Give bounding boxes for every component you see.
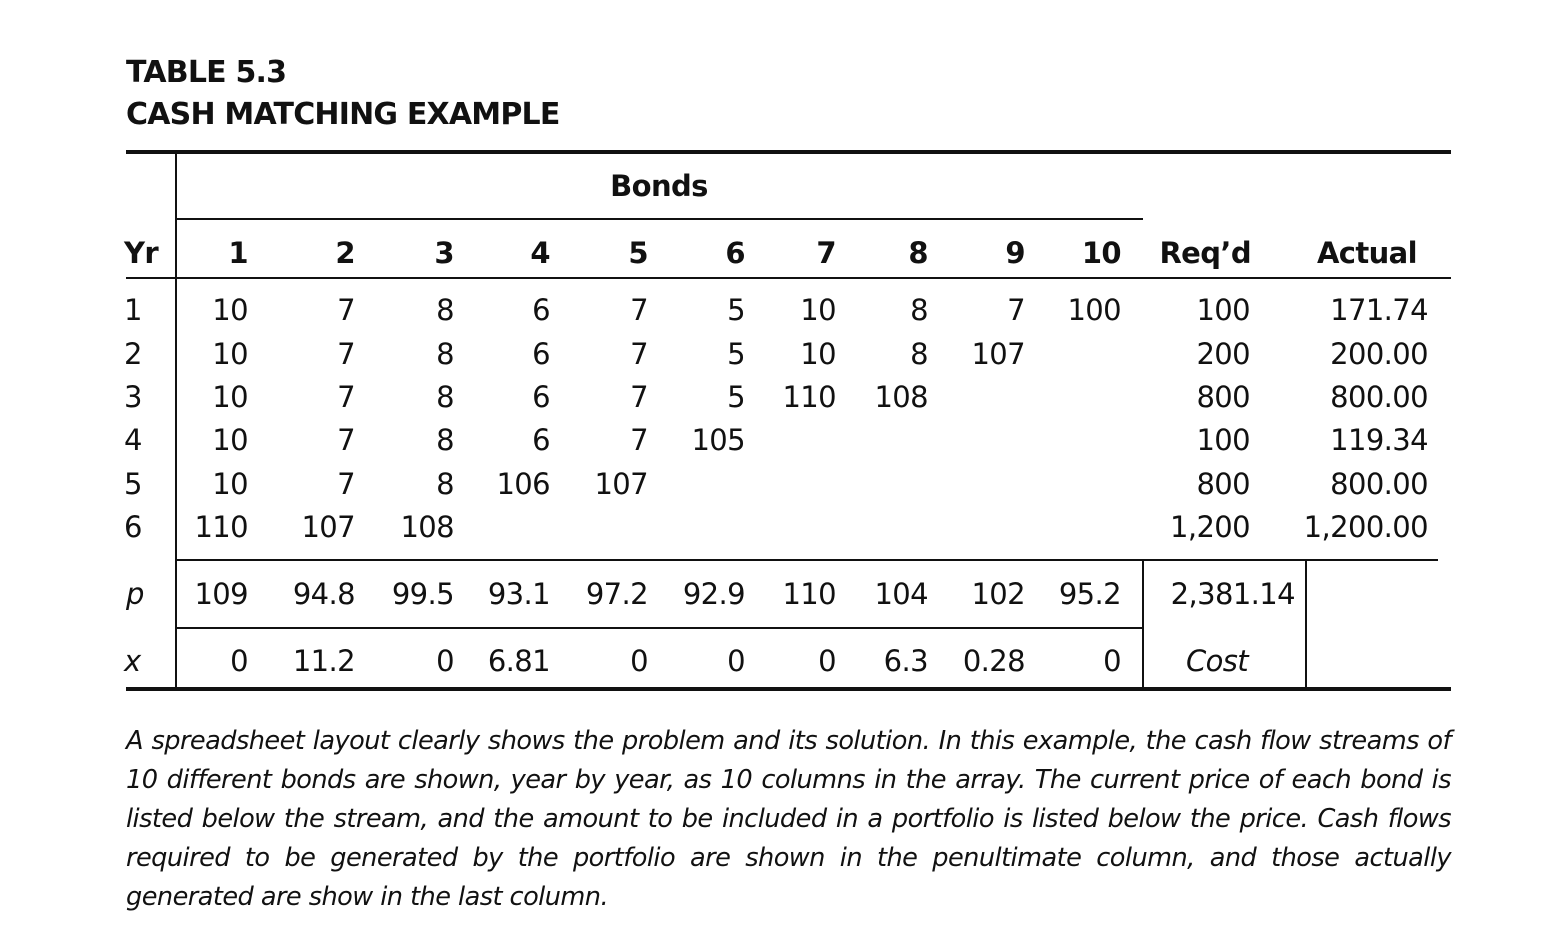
amount-cell: 6.81 <box>487 644 550 678</box>
price-cell: 104 <box>874 577 928 611</box>
price-cell: 102 <box>971 577 1025 611</box>
cash-flow-cell: 108 <box>874 380 928 414</box>
bond-header: 2 <box>335 236 355 270</box>
year-label: 2 <box>124 337 142 371</box>
cash-flow-cell: 8 <box>910 337 928 371</box>
cash-flow-cell: 7 <box>630 337 648 371</box>
cash-flow-cell: 106 <box>496 467 550 501</box>
cash-flow-cell: 6 <box>532 423 550 457</box>
actual-cell: 119.34 <box>1330 423 1428 457</box>
year-label: 4 <box>124 423 142 457</box>
bond-header: 9 <box>1005 236 1025 270</box>
cash-flow-cell: 6 <box>532 337 550 371</box>
bonds-group-rule <box>176 218 1143 220</box>
cash-flow-cell: 10 <box>212 467 248 501</box>
actual-cell: 800.00 <box>1330 467 1428 501</box>
price-cell: 99.5 <box>391 577 454 611</box>
amount-cell: 0 <box>436 644 454 678</box>
price-cell: 109 <box>194 577 248 611</box>
data-bottom-rule <box>176 559 1438 561</box>
year-label: 3 <box>124 380 142 414</box>
table-heading <box>126 52 560 136</box>
cash-flow-cell: 8 <box>910 293 928 327</box>
cash-flow-cell: 7 <box>337 293 355 327</box>
amount-cell: 6.3 <box>883 644 928 678</box>
bonds-group-header: Bonds <box>610 169 708 203</box>
cash-flow-cell: 8 <box>436 380 454 414</box>
amount-cell: 0 <box>630 644 648 678</box>
bond-header: 5 <box>628 236 648 270</box>
actual-cell: 171.74 <box>1330 293 1428 327</box>
bond-header: 6 <box>725 236 745 270</box>
cash-flow-cell: 5 <box>727 293 745 327</box>
top-rule <box>126 150 1451 154</box>
cash-flow-cell: 10 <box>212 380 248 414</box>
price-cell: 110 <box>782 577 836 611</box>
table-title: CASH MATCHING EXAMPLE <box>126 97 560 132</box>
amount-label: x <box>124 644 141 678</box>
table-caption: A spreadsheet layout clearly shows the problem and its solution. In this example, the cash flow streams of 10 different bonds are shown, year by year, as 10 columns in the array. The current price of each bond is listed below the stream, and the amount to be included in a portfolio is listed below the price. Cash flows required to be generated by the portfolio are shown in the penultimate column, and those actually generated are show in the last column. <box>126 726 1451 912</box>
cash-flow-cell: 10 <box>800 337 836 371</box>
cash-flow-cell: 10 <box>212 293 248 327</box>
cash-flow-cell: 10 <box>800 293 836 327</box>
bond-header: 8 <box>908 236 928 270</box>
cash-flow-cell: 7 <box>1007 293 1025 327</box>
cash-flow-cell: 7 <box>630 293 648 327</box>
amount-cell: 0.28 <box>962 644 1025 678</box>
cost-block-divider <box>1305 560 1307 689</box>
cash-flow-cell: 110 <box>782 380 836 414</box>
required-cell: 800 <box>1196 467 1250 501</box>
actual-cell: 1,200.00 <box>1303 510 1428 544</box>
cash-flow-cell: 6 <box>532 380 550 414</box>
price-bottom-rule <box>176 627 1143 629</box>
bond-header: 7 <box>816 236 836 270</box>
cash-flow-cell: 7 <box>630 380 648 414</box>
year-label: 6 <box>124 510 142 544</box>
required-cell: 1,200 <box>1169 510 1250 544</box>
price-cell: 92.9 <box>682 577 745 611</box>
cash-flow-cell: 7 <box>337 423 355 457</box>
cash-flow-cell: 5 <box>727 380 745 414</box>
total-cost-value: 2,381.14 <box>1170 577 1295 611</box>
cash-flow-cell: 7 <box>337 380 355 414</box>
bond-header: 3 <box>434 236 454 270</box>
cash-flow-cell: 10 <box>212 423 248 457</box>
actual-header: Actual <box>1316 236 1417 270</box>
cash-flow-cell: 107 <box>301 510 355 544</box>
table-number: TABLE 5.3 <box>126 55 287 90</box>
cash-flow-cell: 108 <box>400 510 454 544</box>
bond-header: 4 <box>530 236 550 270</box>
amount-cell: 0 <box>230 644 248 678</box>
price-cell: 95.2 <box>1058 577 1121 611</box>
cash-flow-cell: 10 <box>212 337 248 371</box>
amount-cell: 0 <box>818 644 836 678</box>
cash-flow-cell: 8 <box>436 423 454 457</box>
year-header: Yr <box>124 236 159 270</box>
price-label: p <box>126 577 144 611</box>
year-label: 5 <box>124 467 142 501</box>
year-label: 1 <box>124 293 142 327</box>
price-cell: 94.8 <box>292 577 355 611</box>
actual-cell: 200.00 <box>1330 337 1428 371</box>
actual-cell: 800.00 <box>1330 380 1428 414</box>
amount-cell: 0 <box>1103 644 1121 678</box>
amount-cell: 11.2 <box>292 644 355 678</box>
bond-header: 1 <box>228 236 248 270</box>
cash-flow-cell: 7 <box>337 467 355 501</box>
required-cell: 100 <box>1196 423 1250 457</box>
bottom-rule <box>126 687 1451 691</box>
cash-flow-cell: 6 <box>532 293 550 327</box>
header-rule <box>126 277 1451 279</box>
cash-flow-cell: 8 <box>436 293 454 327</box>
cash-flow-cell: 7 <box>337 337 355 371</box>
required-header: Req’d <box>1159 236 1251 270</box>
bond-header: 10 <box>1081 236 1121 270</box>
required-cell: 100 <box>1196 293 1250 327</box>
cash-flow-cell: 100 <box>1067 293 1121 327</box>
cash-flow-cell: 7 <box>630 423 648 457</box>
cost-label: Cost <box>1185 644 1249 678</box>
cash-flow-cell: 107 <box>594 467 648 501</box>
year-column-divider <box>175 152 177 690</box>
cash-flow-cell: 8 <box>436 467 454 501</box>
cash-flow-cell: 5 <box>727 337 745 371</box>
cash-flow-cell: 8 <box>436 337 454 371</box>
cash-flow-cell: 107 <box>971 337 1025 371</box>
required-cell: 800 <box>1196 380 1250 414</box>
cash-flow-cell: 105 <box>691 423 745 457</box>
cash-flow-cell: 110 <box>194 510 248 544</box>
bonds-block-divider <box>1142 560 1144 689</box>
amount-cell: 0 <box>727 644 745 678</box>
price-cell: 93.1 <box>487 577 550 611</box>
price-cell: 97.2 <box>585 577 648 611</box>
required-cell: 200 <box>1196 337 1250 371</box>
